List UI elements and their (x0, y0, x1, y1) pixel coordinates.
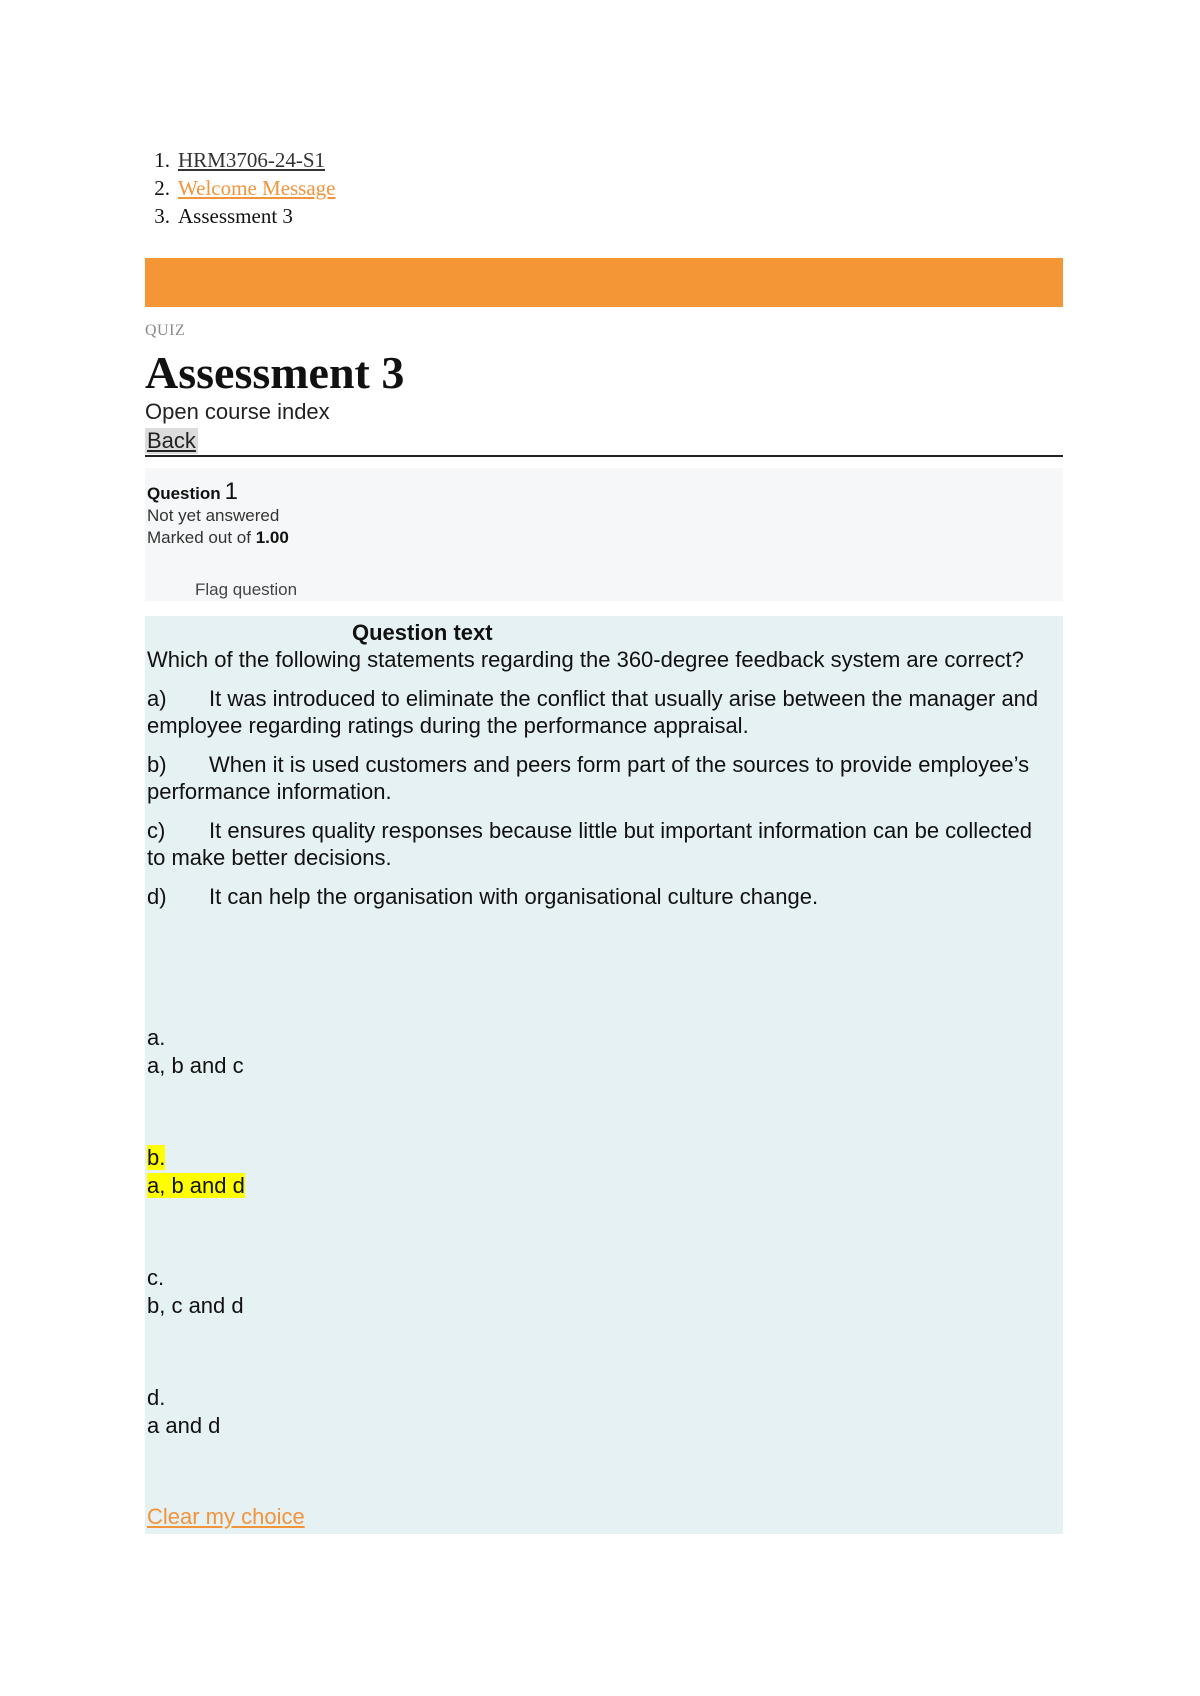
answer-option-c[interactable] (147, 1264, 244, 1320)
statement-label: a) (147, 686, 167, 711)
answer-letter: b. (147, 1145, 166, 1170)
breadcrumb-current: Assessment 3 (178, 204, 293, 228)
breadcrumb-item-welcome (154, 174, 336, 202)
question-text-heading: Question text (352, 620, 493, 645)
question-text (147, 646, 1047, 922)
statement-text: When it is used customers and peers form part of the sources to provide employee’s performance information. (147, 752, 1030, 804)
answer-text: a and d (147, 1413, 221, 1438)
answer-letter: c. (147, 1265, 165, 1290)
question-grade (147, 528, 289, 548)
answer-option-b[interactable] (147, 1144, 245, 1200)
statement-c (147, 817, 1047, 871)
statement-label: b) (147, 752, 167, 777)
flag-question-button[interactable]: Flag question (195, 580, 298, 599)
statement-label: d) (147, 884, 167, 909)
question-state: Not yet answered (147, 506, 280, 525)
breadcrumb-number: 1. (154, 148, 170, 172)
answer-text: b, c and d (147, 1293, 244, 1318)
answer-text: a, b and d (147, 1173, 245, 1198)
breadcrumb-number: 2. (154, 176, 170, 200)
back-button[interactable]: Back (147, 428, 196, 453)
clear-choice-link[interactable]: Clear my choice (147, 1504, 305, 1529)
breadcrumb-number: 3. (154, 204, 170, 228)
statement-b (147, 751, 1047, 805)
statement-a (147, 685, 1047, 739)
statement-text: It ensures quality responses because little but important information can be collected to make better decisions. (147, 818, 1033, 870)
divider (145, 455, 1063, 457)
marked-out-of-value: 1.00 (255, 528, 289, 547)
answer-letter: a. (147, 1025, 166, 1050)
statement-label: c) (147, 818, 166, 843)
question-info-panel (145, 468, 1063, 601)
open-course-index-button[interactable]: Open course index (145, 399, 330, 424)
breadcrumb-link-course[interactable]: HRM3706-24-S1 (178, 148, 326, 172)
statement-text: It can help the organisation with organisational culture change. (209, 884, 819, 909)
breadcrumb-item-current (154, 202, 336, 230)
activity-type-label: QUIZ (145, 322, 186, 339)
breadcrumb-link-welcome[interactable]: Welcome Message (178, 176, 336, 200)
header-banner (145, 258, 1063, 307)
breadcrumb-item-course (154, 146, 336, 174)
page-title: Assessment 3 (145, 347, 405, 398)
question-number (147, 478, 238, 506)
answer-option-d[interactable] (147, 1384, 220, 1440)
breadcrumb (154, 146, 336, 230)
marked-out-of-label: Marked out of (147, 528, 251, 547)
answer-letter: d. (147, 1385, 166, 1410)
question-number-value: 1 (224, 478, 239, 505)
question-label: Question (147, 484, 221, 503)
answer-option-a[interactable] (147, 1024, 244, 1080)
answer-text: a, b and c (147, 1053, 244, 1078)
statement-text: It was introduced to eliminate the conflict that usually arise between the manager and employee regarding ratings during the performance appraisal. (147, 686, 1039, 738)
statement-d (147, 883, 1047, 910)
question-content (145, 616, 1063, 1534)
question-stem: Which of the following statements regarding the 360-degree feedback system are correct? (147, 647, 1024, 672)
